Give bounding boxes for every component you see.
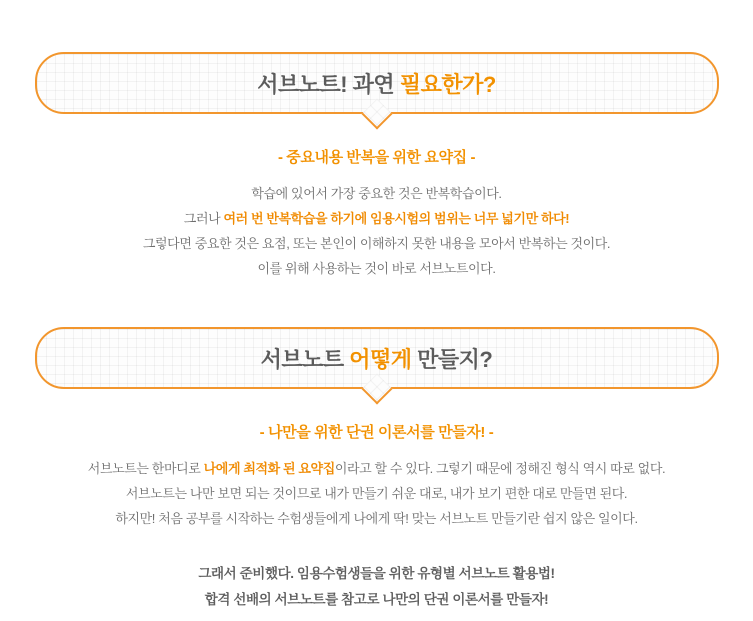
section-2-line-2-text: 서브노트는 나만 보면 되는 것이므로 내가 만들기 쉬운 대로, 내가 보기 편한 대로 만들면 된다.	[125, 486, 628, 501]
section-1-line-1	[0, 181, 753, 206]
section-1-line-2	[0, 206, 753, 231]
closing-line-2: 합격 선배의 서브노트를 참고로 나만의 단권 이론서를 만들자!	[204, 592, 549, 607]
section-1-line-3	[0, 231, 753, 256]
section-1-line-3-text: 그렇다면 중요한 것은 요점, 또는 본인이 이해하지 못한 내용을 모아서 반복하는 것이다.	[142, 236, 611, 251]
closing-block	[0, 561, 753, 613]
section-2-banner-tail	[361, 373, 392, 404]
section-1-body	[0, 181, 753, 281]
section-1-banner-tail	[361, 98, 392, 129]
closing-line-1: 그래서 준비했다. 임용수험생들을 위한 유형별 서브노트 활용법!	[198, 566, 555, 581]
section-sub-note-necessity	[0, 0, 753, 281]
section-1-line-4	[0, 256, 753, 281]
section-2-line-2	[0, 481, 753, 506]
section-2-banner	[35, 327, 719, 389]
section-1-subheading: - 중요내용 반복을 위한 요약집 -	[277, 149, 476, 166]
section-2-banner-text	[261, 343, 493, 374]
section-sub-note-howto	[0, 281, 753, 531]
section-1-line-1-text: 학습에 있어서 가장 중요한 것은 반복학습이다.	[251, 186, 502, 201]
section-2-banner-lead: 서브노트	[260, 346, 350, 372]
section-2-body	[0, 456, 753, 531]
section-1-line-2-text-b: 여러 번 반복학습을 하기에 임용시험의 범위는 너무 넓기만 하다!	[223, 211, 570, 226]
section-1-banner-lead: 서브노트! 과연	[257, 71, 400, 97]
section-2-subheading: - 나만을 위한 단권 이론서를 만들자! -	[259, 424, 494, 441]
section-2-line-1-text-c: 이라고 할 수 있다. 그렇기 때문에 정해진 형식 역시 따로 없다.	[334, 461, 666, 476]
section-2-line-1-text-a: 서브노트는 한마디로	[87, 461, 204, 476]
section-1-banner	[35, 52, 719, 114]
section-1-line-2-text-a: 그러나	[183, 211, 224, 226]
section-2-line-3-text: 하지만! 처음 공부를 시작하는 수험생들에게 나에게 딱! 맞는 서브노트 만들기란 쉽지 않은 일이다.	[115, 511, 638, 526]
section-1-banner-highlight: 필요한가?	[399, 71, 496, 97]
section-2-banner-highlight: 어떻게	[349, 346, 412, 372]
section-2-line-1-text-b: 나에게 최적화 된 요약집	[203, 461, 335, 476]
section-2-line-1	[0, 456, 753, 481]
section-2-banner-tail-text: 만들지?	[411, 346, 493, 372]
section-1-line-4-text: 이를 위해 사용하는 것이 바로 서브노트이다.	[257, 261, 496, 276]
section-2-line-3	[0, 506, 753, 531]
section-1-banner-text	[257, 68, 496, 99]
